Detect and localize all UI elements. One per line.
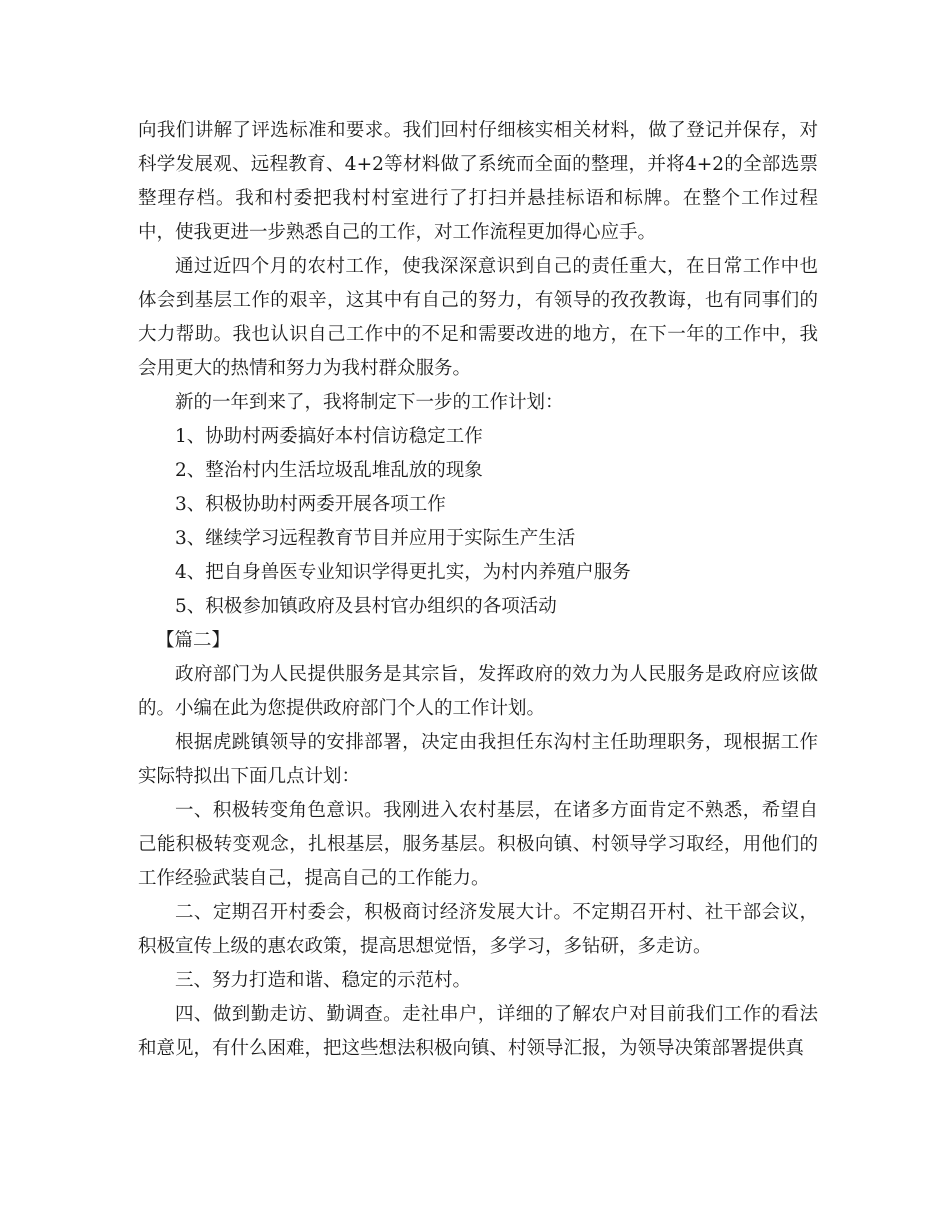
list-item: 3、积极协助村两委开展各项工作 <box>175 494 446 515</box>
paragraph-1: 向我们讲解了评选标准和要求。我们回村仔细核实相关材料，做了登记并保存，对科学发展观、远程教育、4+2等材料做了系统而全面的整理，并将4+2的全部选票整理存档。我和村委把我村村室进行了打扫并悬挂标语和标牌。在整个工作过程中，使我更进一步熟悉自己的工作，对工作流程更加得心应手。 <box>138 120 818 243</box>
list-item: 4、把自身兽医专业知识学得更扎实，为村内养殖户服务 <box>175 562 631 583</box>
plan-list <box>138 420 818 624</box>
paragraph-9: 四、做到勤走访、勤调查。走社串户，详细的了解农户对目前我们工作的看法和意见，有什么困难，把这些想法积极向镇、村领导汇报，为领导决策部署提供真 <box>138 1004 818 1059</box>
list-item: 2、整治村内生活垃圾乱堆乱放的现象 <box>175 460 483 481</box>
paragraph-4: 政府部门为人民提供服务是其宗旨，发挥政府的效力为人民服务是政府应该做的。小编在此为您提供政府部门个人的工作计划。 <box>138 664 818 719</box>
paragraph-8: 三、努力打造和谐、稳定的示范村。 <box>175 970 472 991</box>
list-item: 3、继续学习远程教育节目并应用于实际生产生活 <box>175 528 576 549</box>
document-body <box>138 114 818 1066</box>
list-item: 1、协助村两委搞好本村信访稳定工作 <box>175 426 483 447</box>
paragraph-2: 通过近四个月的农村工作，使我深深意识到自己的责任重大，在日常工作中也体会到基层工作的艰辛，这其中有自己的努力，有领导的孜孜教诲，也有同事们的大力帮助。我也认识自己工作中的不足和需要改进的地方，在下一年的工作中，我会用更大的热情和努力为我村群众服务。 <box>138 256 818 379</box>
paragraph-6: 一、积极转变角色意识。我刚进入农村基层，在诸多方面肯定不熟悉，希望自己能积极转变观念，扎根基层，服务基层。积极向镇、村领导学习取经，用他们的工作经验武装自己，提高自己的工作能力。 <box>138 800 818 889</box>
paragraph-5: 根据虎跳镇领导的安排部署，决定由我担任东沟村主任助理职务，现根据工作实际特拟出下面几点计划： <box>138 732 818 787</box>
paragraph-3: 新的一年到来了，我将制定下一步的工作计划： <box>175 392 564 413</box>
section-heading: 【篇二】 <box>156 630 231 651</box>
paragraph-7: 二、定期召开村委会，积极商讨经济发展大计。不定期召开村、社干部会议，积极宣传上级的惠农政策，提高思想觉悟，多学习，多钻研，多走访。 <box>138 902 818 957</box>
list-item: 5、积极参加镇政府及县村官办组织的各项活动 <box>175 596 557 617</box>
